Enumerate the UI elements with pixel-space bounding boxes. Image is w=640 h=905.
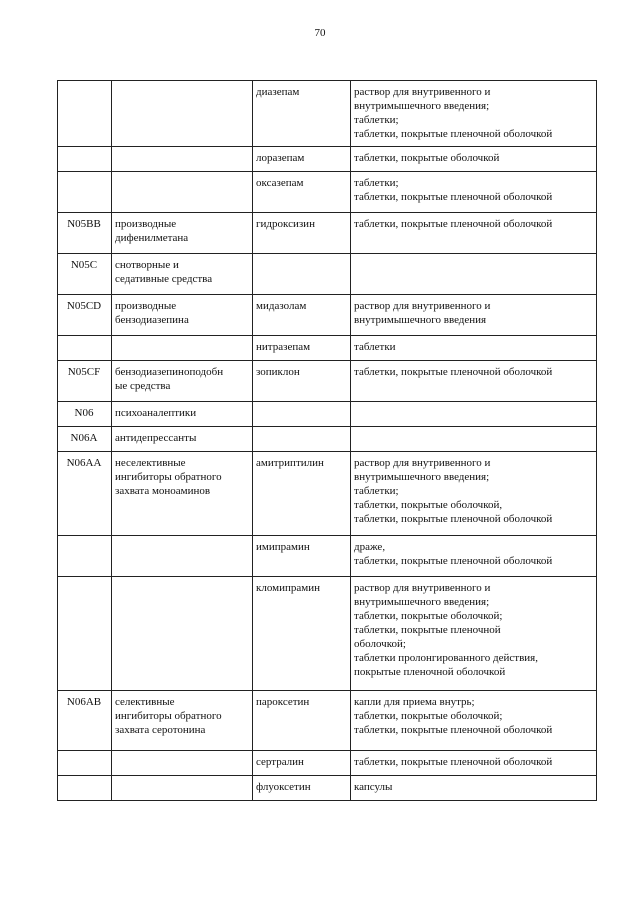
drug-cell: имипрамин (253, 536, 351, 577)
table-row (58, 147, 597, 172)
drug-cell: пароксетин (253, 691, 351, 751)
code-cell (58, 751, 112, 776)
code-cell (58, 147, 112, 172)
drug-cell: лоразепам (253, 147, 351, 172)
forms-cell (351, 254, 597, 295)
group-cell (112, 536, 253, 577)
group-cell (112, 751, 253, 776)
forms-cell: таблетки, покрытые пленочной оболочкой (351, 361, 597, 402)
group-cell: снотворные и седативные средства (112, 254, 253, 295)
forms-cell: раствор для внутривенного и внутримышечного введения (351, 295, 597, 336)
group-cell: неселективные ингибиторы обратного захвата моноаминов (112, 452, 253, 536)
code-cell (58, 81, 112, 147)
group-cell: антидепрессанты (112, 427, 253, 452)
code-cell (58, 776, 112, 801)
drug-cell: мидазолам (253, 295, 351, 336)
group-cell (112, 147, 253, 172)
forms-cell: раствор для внутривенного и внутримышечного введения; таблетки, покрытые оболочкой; таблетки, покрытые пленочной оболочкой; таблетки пролонгированного действия, покрытые пленочной оболочкой (351, 577, 597, 691)
table-row (58, 172, 597, 213)
drug-cell: нитразепам (253, 336, 351, 361)
code-cell: N06 (58, 402, 112, 427)
table-row (58, 577, 597, 691)
table-row (58, 336, 597, 361)
forms-cell: таблетки (351, 336, 597, 361)
table-row (58, 213, 597, 254)
group-cell: производные бензодиазепина (112, 295, 253, 336)
table-row (58, 427, 597, 452)
forms-cell (351, 427, 597, 452)
table-row (58, 295, 597, 336)
table-row (58, 402, 597, 427)
code-cell (58, 536, 112, 577)
group-cell (112, 776, 253, 801)
table-row (58, 361, 597, 402)
code-cell: N06A (58, 427, 112, 452)
table-row (58, 452, 597, 536)
code-cell: N05CD (58, 295, 112, 336)
table-row (58, 81, 597, 147)
forms-cell: раствор для внутривенного и внутримышечного введения; таблетки; таблетки, покрытые оболочкой, таблетки, покрытые пленочной оболочкой (351, 452, 597, 536)
group-cell: бензодиазепиноподобн ые средства (112, 361, 253, 402)
group-cell (112, 81, 253, 147)
table-row (58, 751, 597, 776)
drug-table (57, 80, 597, 801)
forms-cell: капсулы (351, 776, 597, 801)
drug-cell: кломипрамин (253, 577, 351, 691)
code-cell: N05CF (58, 361, 112, 402)
code-cell (58, 577, 112, 691)
forms-cell: таблетки; таблетки, покрытые пленочной оболочкой (351, 172, 597, 213)
table-row (58, 254, 597, 295)
drug-cell (253, 402, 351, 427)
table-row (58, 691, 597, 751)
code-cell (58, 336, 112, 361)
table-row (58, 776, 597, 801)
drug-cell: гидроксизин (253, 213, 351, 254)
drug-cell: сертралин (253, 751, 351, 776)
drug-cell: флуоксетин (253, 776, 351, 801)
drug-cell: оксазепам (253, 172, 351, 213)
group-cell: психоаналептики (112, 402, 253, 427)
drug-cell (253, 427, 351, 452)
table-row (58, 536, 597, 577)
forms-cell: раствор для внутривенного и внутримышечного введения; таблетки; таблетки, покрытые пленочной оболочкой (351, 81, 597, 147)
forms-cell: таблетки, покрытые оболочкой (351, 147, 597, 172)
code-cell: N05C (58, 254, 112, 295)
forms-cell (351, 402, 597, 427)
forms-cell: драже, таблетки, покрытые пленочной оболочкой (351, 536, 597, 577)
code-cell: N05BB (58, 213, 112, 254)
group-cell (112, 577, 253, 691)
page-number: 70 (314, 27, 326, 39)
group-cell: производные дифенилметана (112, 213, 253, 254)
code-cell (58, 172, 112, 213)
forms-cell: таблетки, покрытые пленочной оболочкой (351, 751, 597, 776)
code-cell: N06AB (58, 691, 112, 751)
group-cell (112, 336, 253, 361)
drug-cell (253, 254, 351, 295)
forms-cell: капли для приема внутрь; таблетки, покрытые оболочкой; таблетки, покрытые пленочной оболочкой (351, 691, 597, 751)
code-cell: N06AA (58, 452, 112, 536)
drug-cell: диазепам (253, 81, 351, 147)
group-cell (112, 172, 253, 213)
drug-cell: амитриптилин (253, 452, 351, 536)
group-cell: селективные ингибиторы обратного захвата серотонина (112, 691, 253, 751)
forms-cell: таблетки, покрытые пленочной оболочкой (351, 213, 597, 254)
drug-cell: зопиклон (253, 361, 351, 402)
